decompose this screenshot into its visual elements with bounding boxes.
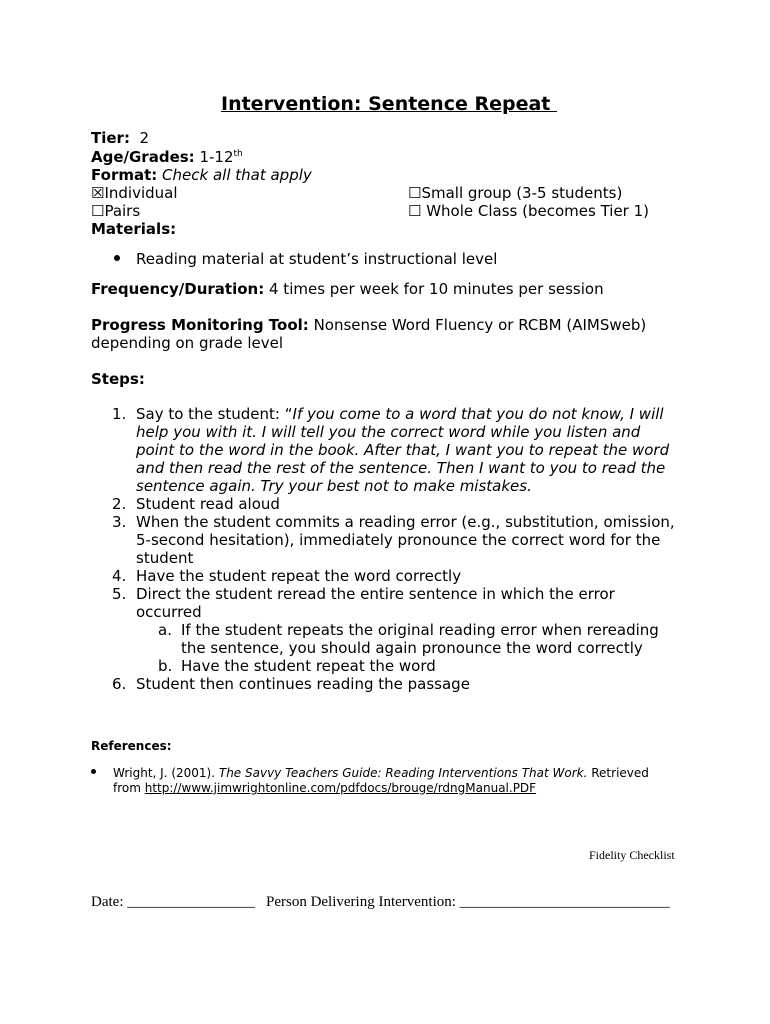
grades-value: 1-12 (199, 148, 234, 166)
step-1-quote-line: sentence again. Try your best not to make mistakes. (136, 477, 532, 495)
format-option-pairs[interactable]: ☐Pairs (91, 202, 141, 220)
step-1-quote-line: point to the word in the book. After that, I want you to repeat the word (136, 441, 670, 459)
step-number: 6. (112, 675, 127, 693)
page-title: Intervention: Sentence Repeat (221, 93, 557, 115)
format-label: Format: (91, 166, 158, 184)
step-number: 2. (112, 495, 127, 513)
progress-line2: depending on grade level (91, 334, 284, 352)
bullet-icon (91, 769, 96, 774)
format-option-individual[interactable]: ☒Individual (91, 184, 178, 202)
step-3-line: 5-second hesitation), immediately pronounce the correct word for the (136, 531, 661, 549)
step-5-line: occurred (136, 603, 202, 621)
reference-item (113, 766, 693, 796)
references-label: References: (91, 739, 172, 753)
reference-from: from (113, 781, 145, 795)
materials-item: Reading material at student’s instructional level (136, 250, 498, 268)
step-number: 1. (112, 405, 127, 423)
materials-label: Materials: (91, 220, 177, 238)
step-5a-line: the sentence, you should again pronounce the word correctly (181, 639, 643, 657)
step-1-prefix: Say to the student: “ (136, 405, 293, 423)
grades-label: Age/Grades: (91, 148, 195, 166)
grades-sup: th (233, 149, 243, 159)
steps-label: Steps: (91, 370, 145, 388)
reference-link[interactable]: http://www.jimwrightonline.com/pdfdocs/brouge/rdngManual.PDF (144, 781, 537, 795)
step-1-quote-line: and then read the rest of the sentence. Then I want to you to read the (136, 459, 666, 477)
step-number: 4. (112, 567, 127, 585)
step-5b (91, 657, 691, 675)
format-value: Check all that apply (162, 166, 312, 184)
progress-row (91, 316, 646, 334)
step-2 (91, 495, 691, 513)
step-4 (91, 567, 691, 585)
bullet-icon (114, 255, 120, 261)
tier-label: Tier: (91, 129, 130, 147)
step-5 (91, 585, 691, 621)
grades-row (91, 148, 243, 166)
progress-label: Progress Monitoring Tool: (91, 316, 309, 334)
step-2-text: Student read aloud (136, 495, 280, 513)
progress-line1: Nonsense Word Fluency or RCBM (AIMSweb) (313, 316, 647, 334)
step-1-quote-line: help you with it. I will tell you the correct word while you listen and (136, 423, 641, 441)
step-number: 5. (112, 585, 127, 603)
step-3 (91, 513, 691, 567)
step-6-text: Student then continues reading the passage (136, 675, 470, 693)
format-row (91, 166, 312, 184)
fidelity-checklist-heading: Fidelity Checklist (589, 848, 675, 862)
step-5-line: Direct the student reread the entire sentence in which the error (136, 585, 615, 603)
step-5b-text: Have the student repeat the word (181, 657, 436, 675)
steps-list (91, 405, 691, 693)
step-3-line: When the student commits a reading error (e.g., substitution, omission, (136, 513, 675, 531)
step-5a-line: If the student repeats the original reading error when rereading (181, 621, 659, 639)
frequency-value: 4 times per week for 10 minutes per session (269, 280, 604, 298)
reference-retrieved: Retrieved (587, 766, 649, 780)
substep-letter: a. (158, 621, 172, 639)
frequency-label: Frequency/Duration: (91, 280, 265, 298)
step-number: 3. (112, 513, 127, 531)
frequency-row (91, 280, 604, 298)
step-5a (91, 621, 691, 657)
substep-letter: b. (158, 657, 173, 675)
step-3-line: student (136, 549, 194, 567)
tier-value: 2 (139, 129, 150, 147)
tier-row (91, 129, 149, 147)
signature-line: Date: _________________ Person Delivering Intervention: ____________________________ (91, 894, 670, 910)
format-option-whole-class[interactable]: ☐ Whole Class (becomes Tier 1) (408, 202, 650, 220)
step-1 (91, 405, 691, 495)
step-6 (91, 675, 691, 693)
step-1-quote-line: If you come to a word that you do not know, I will (292, 405, 664, 423)
reference-author: Wright, J. (2001). (113, 766, 219, 780)
step-4-text: Have the student repeat the word correctly (136, 567, 462, 585)
format-option-small-group[interactable]: ☐Small group (3-5 students) (408, 184, 623, 202)
reference-title: The Savvy Teachers Guide: Reading Interventions That Work. (218, 766, 588, 780)
